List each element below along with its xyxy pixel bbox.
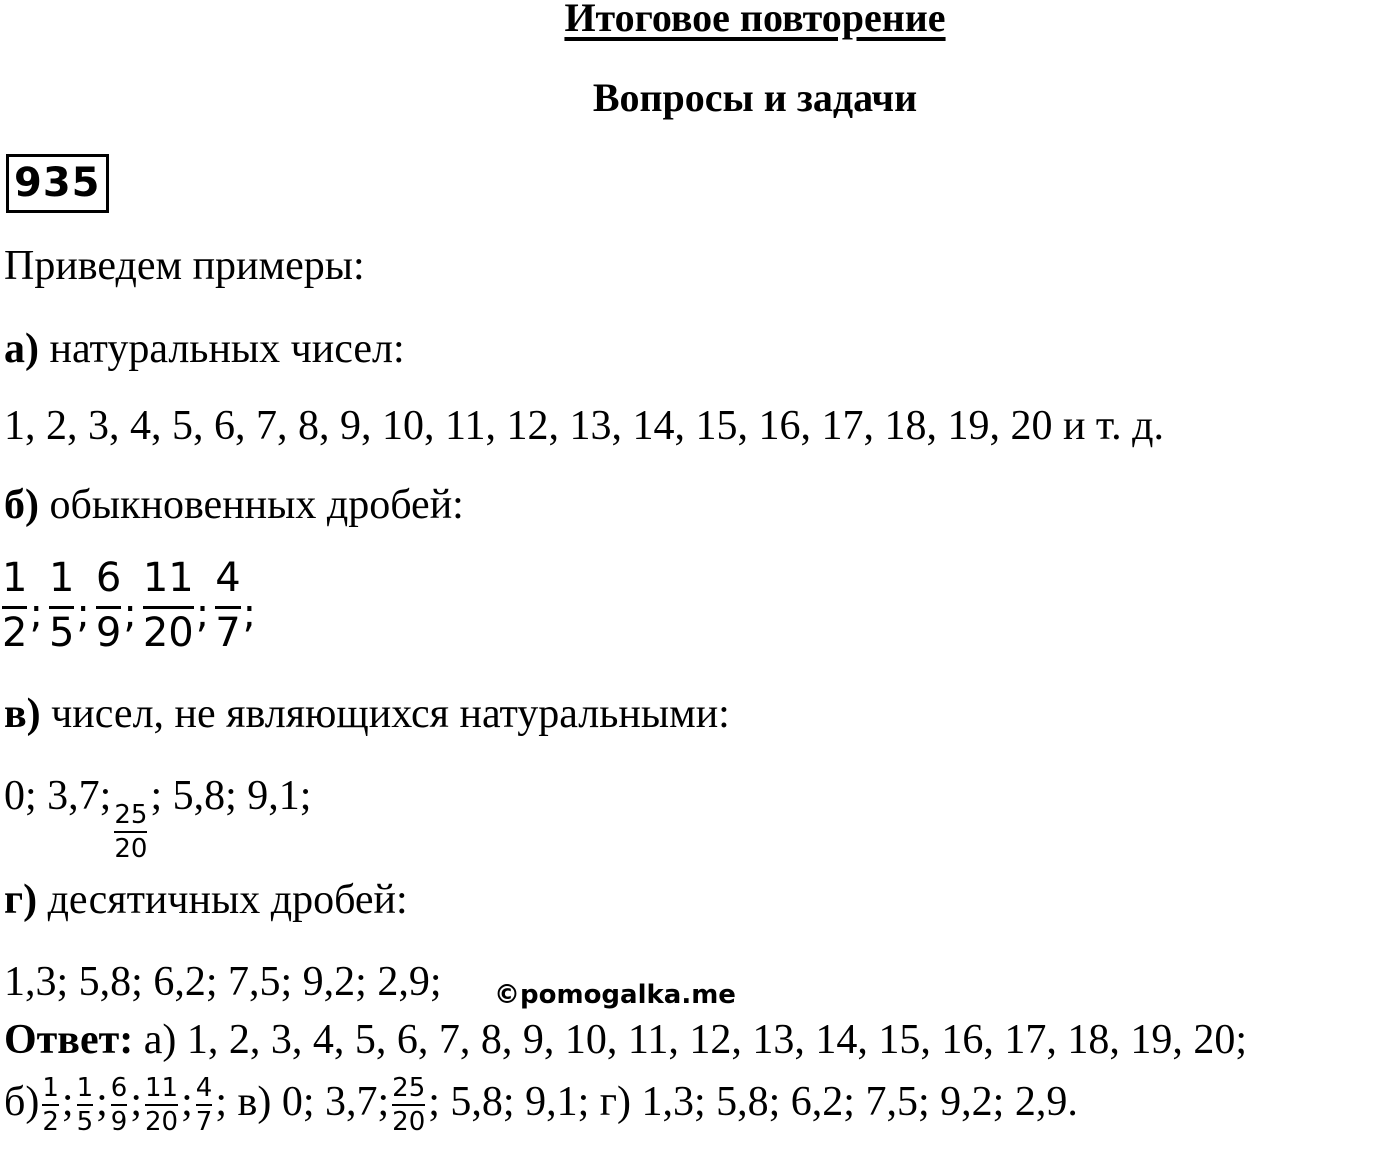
page-title: Итоговое повторение (564, 0, 946, 40)
denominator: 20 (392, 1107, 426, 1138)
denominator: 7 (195, 1107, 213, 1138)
part-b-fractions (2, 556, 262, 655)
page-subtitle: Вопросы и задачи (592, 75, 918, 120)
separator: ; (123, 591, 137, 638)
watermark: ©pomogalka.me (494, 980, 736, 1010)
fraction (145, 1074, 178, 1136)
part-a-label: а) (4, 326, 39, 372)
numerator: 4 (195, 1073, 213, 1104)
fraction-bar (111, 1104, 128, 1106)
part-v-after: ; 5,8; 9,1; (150, 773, 312, 819)
part-a-heading (4, 325, 405, 373)
separator: ; (242, 591, 257, 638)
numerator: 11 (145, 1073, 179, 1104)
part-v-before: 0; 3,7; (4, 773, 112, 819)
numerator: 1 (42, 1073, 59, 1104)
fraction (196, 1074, 213, 1136)
answer-v-prefix: ; в) 0; 3,7; (215, 1079, 390, 1125)
numerator: 1 (48, 555, 75, 601)
part-g-values: 1,3; 5,8; 6,2; 7,5; 9,2; 2,9; (4, 959, 442, 1005)
numerator: 25 (114, 800, 148, 830)
denominator: 2 (42, 1107, 59, 1138)
fraction (392, 1074, 425, 1136)
denominator: 20 (114, 834, 148, 864)
part-b-text: обыкновенных дробей: (49, 482, 464, 528)
separator: ; (195, 591, 210, 638)
part-g-heading (4, 876, 408, 924)
answer-line-1 (4, 1010, 1400, 1070)
part-v-values (4, 772, 311, 863)
fraction (42, 1074, 59, 1136)
fraction-bar (196, 1104, 213, 1106)
answer-a: а) 1, 2, 3, 4, 5, 6, 7, 8, 9, 10, 11, 12, 13, 14, 15, 16, 17, 18, 19, 20; (143, 1017, 1247, 1063)
intro-text: Приведем примеры: (4, 243, 365, 289)
answer-rest: ; 5,8; 9,1; г) 1,3; 5,8; 6,2; 7,5; 9,2; 2,9. (428, 1079, 1078, 1125)
part-b-label: б) (4, 482, 39, 528)
denominator: 5 (76, 1107, 94, 1138)
separator: ; (29, 591, 43, 638)
numerator: 6 (110, 1073, 128, 1104)
numerator: 25 (392, 1073, 426, 1104)
answer-line-2 (4, 1072, 1400, 1136)
part-g-label: г) (4, 877, 38, 923)
denominator: 20 (142, 610, 194, 656)
denominator: 20 (145, 1107, 179, 1138)
separator: ; (76, 591, 90, 638)
fraction-bar (77, 1104, 94, 1106)
fraction-bar (96, 606, 121, 609)
fraction-bar (114, 831, 147, 833)
part-v-heading (4, 690, 730, 738)
part-a-values: 1, 2, 3, 4, 5, 6, 7, 8, 9, 10, 11, 12, 13, 14, 15, 16, 17, 18, 19, 20 и т. д. (4, 403, 1164, 449)
fraction-bar (143, 606, 194, 609)
answer-label: Ответ: (4, 1017, 134, 1063)
numerator: 1 (2, 555, 28, 601)
fraction-bar (49, 606, 74, 609)
fraction (143, 556, 194, 655)
fraction-bar (2, 606, 27, 609)
answer-block (4, 1010, 1400, 1136)
fraction (77, 1074, 94, 1136)
denominator: 7 (215, 610, 241, 656)
answer-b-prefix: б) (4, 1079, 40, 1125)
separator: ; (130, 1079, 143, 1125)
numerator: 1 (76, 1073, 94, 1104)
part-v-label: в) (4, 691, 41, 737)
numerator: 6 (95, 555, 122, 601)
denominator: 2 (2, 610, 28, 656)
part-v-text: чисел, не являющихся натуральными: (51, 691, 730, 737)
denominator: 9 (95, 610, 122, 656)
numerator: 4 (215, 555, 241, 601)
fraction (215, 556, 240, 655)
task-number: 935 (6, 154, 109, 213)
fraction-bar (42, 1104, 59, 1106)
fraction (111, 1074, 128, 1136)
part-b-heading (4, 481, 464, 529)
denominator: 5 (48, 610, 75, 656)
fraction (49, 556, 74, 655)
separator: ; (96, 1079, 108, 1125)
separator: ; (61, 1079, 74, 1125)
fraction (96, 556, 121, 655)
denominator: 9 (110, 1107, 128, 1138)
fraction-bar (145, 1104, 178, 1106)
part-g-text: десятичных дробей: (47, 877, 408, 923)
fraction (2, 556, 27, 655)
fraction-bar (392, 1104, 425, 1106)
numerator: 11 (142, 555, 194, 601)
fraction (114, 801, 147, 863)
separator: ; (181, 1079, 193, 1125)
fraction-bar (215, 606, 240, 609)
part-a-text: натуральных чисел: (49, 326, 405, 372)
